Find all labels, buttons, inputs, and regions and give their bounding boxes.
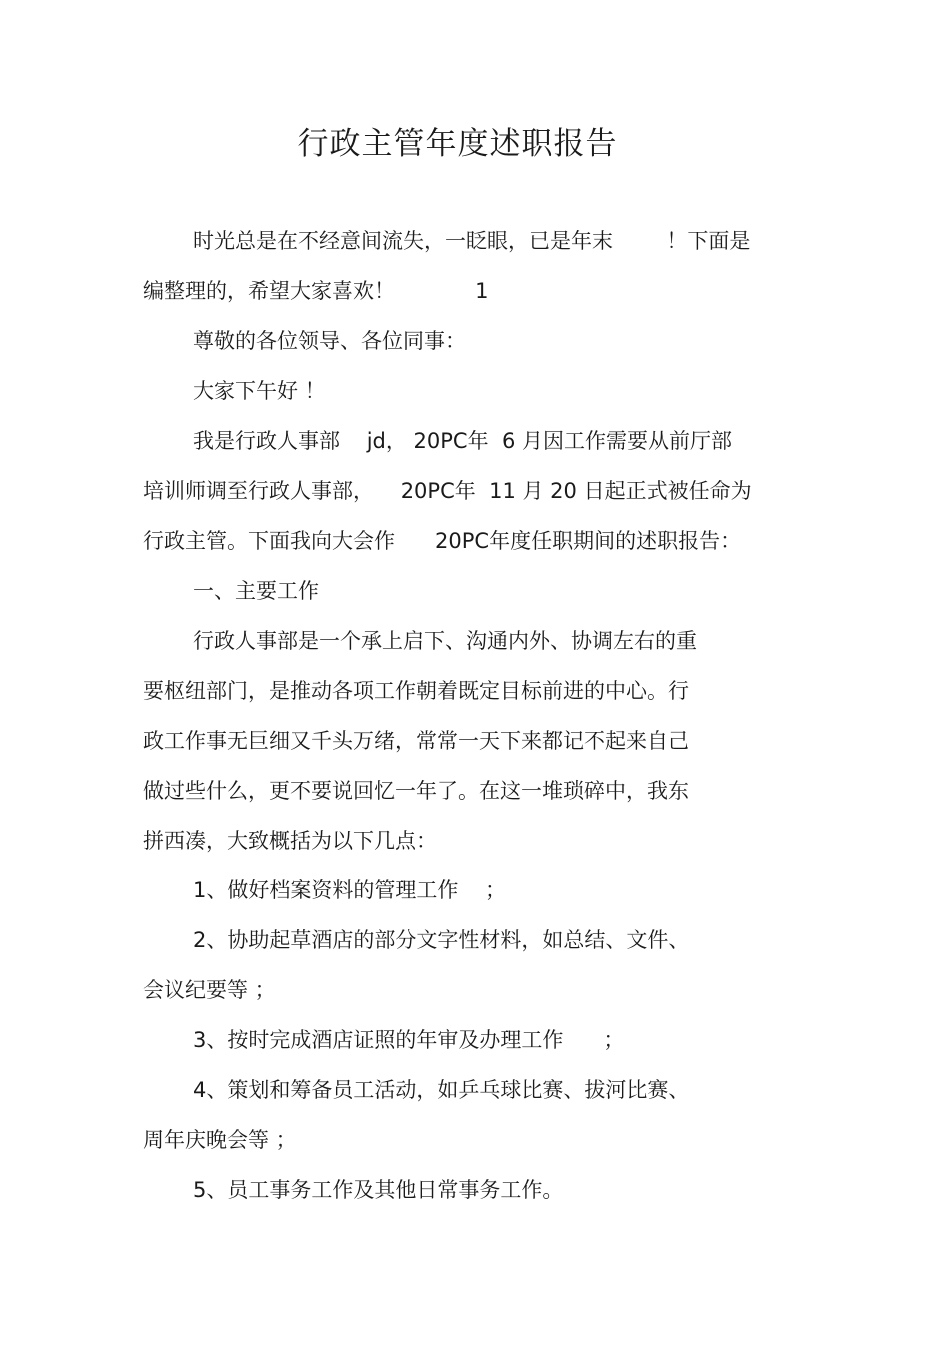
paragraph-line: 政工作事无巨细又千头万绪，常常一天下来都记不起来自己 — [143, 729, 689, 753]
section-heading: 一、主要工作 — [193, 579, 319, 603]
list-item: 4、策划和筹备员工活动，如乒乓球比赛、拔河比赛、 — [193, 1078, 690, 1102]
paragraph-line: 时光总是在不经意间流失，一眨眼，已是年末 ！下面是 — [193, 229, 751, 253]
paragraph-line: 培训师调至行政人事部， 20PC年 11 月 20 日起正式被任命为 — [143, 479, 752, 503]
list-item: 5、员工事务工作及其他日常事务工作。 — [193, 1178, 564, 1202]
list-item-continuation: 周年庆晚会等 ； — [143, 1128, 297, 1152]
paragraph-line: 拼西凑，大致概括为以下几点： — [143, 829, 437, 853]
paragraph-line: 行政人事部是一个承上启下、沟通内外、协调左右的重 — [193, 629, 697, 653]
list-item-continuation: 会议纪要等 ； — [143, 978, 276, 1002]
paragraph-line: 行政主管。下面我向大会作 20PC年度任职期间的述职报告： — [143, 529, 742, 553]
paragraph-line: 要枢纽部门，是推动各项工作朝着既定目标前进的中心。行 — [143, 679, 689, 703]
paragraph-line: 编整理的，希望大家喜欢！ 1 — [143, 279, 489, 303]
list-item: 2、协助起草酒店的部分文字性材料，如总结、文件、 — [193, 928, 690, 952]
document-title: 行政主管年度述职报告 — [297, 126, 618, 162]
paragraph-line: 尊敬的各位领导、各位同事： — [193, 329, 466, 353]
paragraph-line: 我是行政人事部 jd， 20PC年 6 月因工作需要从前厅部 — [193, 429, 732, 453]
list-item: 3、按时完成酒店证照的年审及办理工作 ； — [193, 1028, 625, 1052]
list-item: 1、做好档案资料的管理工作 ； — [193, 878, 507, 902]
paragraph-line: 大家下午好 ！ — [193, 379, 326, 403]
paragraph-line: 做过些什么，更不要说回忆一年了。在这一堆琐碎中，我东 — [143, 779, 689, 803]
